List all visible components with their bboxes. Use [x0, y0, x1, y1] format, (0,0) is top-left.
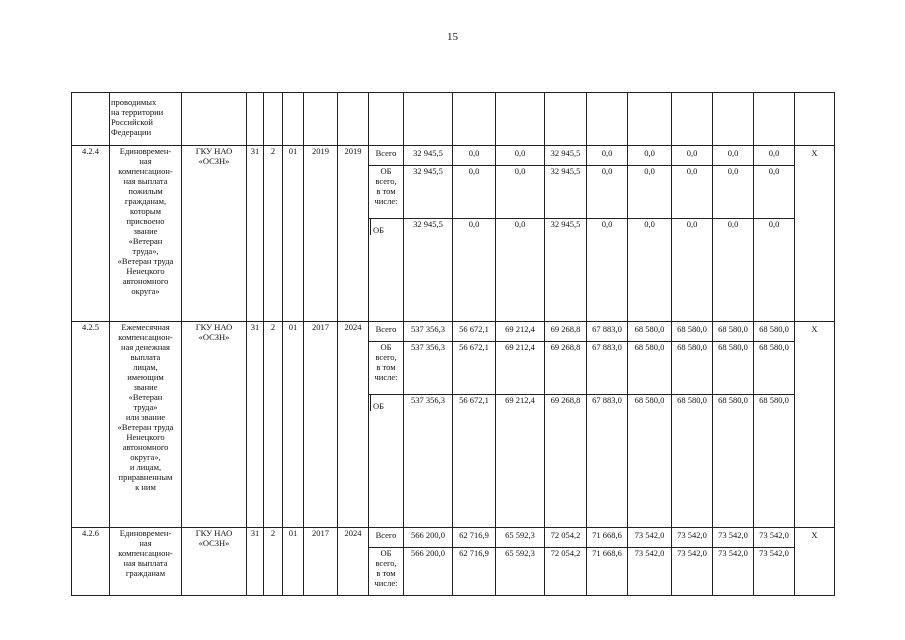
amount-cell: 73 542,0	[628, 528, 672, 548]
amount-cell: 0,0	[453, 146, 496, 166]
amount-cell: 73 542,0	[672, 548, 713, 596]
amount-cell: 68 580,0	[754, 322, 795, 342]
amount-cell: 73 542,0	[754, 528, 795, 548]
amount-cell: 67 883,0	[587, 395, 628, 528]
amount-cell: 73 542,0	[672, 528, 713, 548]
start-year: 2017	[304, 322, 338, 528]
amount-cell: 566 200,0	[404, 548, 453, 596]
amount-cell: 71 668,6	[587, 548, 628, 596]
amount-cell: 73 542,0	[628, 548, 672, 596]
funding-source-label: Всего	[369, 322, 404, 342]
amount-cell: 68 580,0	[672, 322, 713, 342]
end-year: 2019	[338, 146, 369, 322]
code-2: 2	[264, 322, 283, 528]
amount-cell: 0,0	[587, 219, 628, 322]
amount-cell: 0,0	[754, 146, 795, 166]
amount-cell: 0,0	[453, 166, 496, 219]
executor: ГКУ НАО «ОСЗН»	[182, 528, 247, 596]
code-1: 31	[247, 146, 264, 322]
row-number: 4.2.6	[72, 528, 110, 596]
amount-cell: 32 945,5	[545, 219, 587, 322]
end-year: 2024	[338, 322, 369, 528]
amount-cell: 72 054,2	[545, 528, 587, 548]
amount-cell: 566 200,0	[404, 528, 453, 548]
amount-cell: 69 212,4	[496, 395, 545, 528]
measure-description: Ежемесячная компенсацион- ная денежная выплата лицам, имеющим звание «Ветеран труда» или звание «Ветеран труда Ненецкого автономного округа», и лицам, приравненным к ним	[110, 322, 182, 528]
amount-cell: 537 356,3	[404, 342, 453, 395]
start-year: 2019	[304, 146, 338, 322]
end-year: 2024	[338, 528, 369, 596]
code-2: 2	[264, 528, 283, 596]
code-2: 2	[264, 146, 283, 322]
table-row	[72, 146, 835, 166]
funding-source-label: Всего	[369, 146, 404, 166]
continuation-description: проводимых на территории Российской Федерации	[110, 93, 182, 146]
code-1: 31	[247, 322, 264, 528]
amount-cell: 69 268,8	[545, 395, 587, 528]
amount-cell: 68 580,0	[713, 322, 754, 342]
amount-cell: 67 883,0	[587, 322, 628, 342]
amount-cell: 62 716,9	[453, 528, 496, 548]
amount-cell: 0,0	[754, 219, 795, 322]
table-row	[72, 322, 835, 342]
amount-cell: 56 672,1	[453, 342, 496, 395]
amount-cell: 72 054,2	[545, 548, 587, 596]
amount-cell: 0,0	[453, 219, 496, 322]
amount-cell: 0,0	[496, 166, 545, 219]
amount-cell: 68 580,0	[672, 342, 713, 395]
row-number: 4.2.5	[72, 322, 110, 528]
amount-cell: 56 672,1	[453, 322, 496, 342]
amount-cell: 0,0	[672, 219, 713, 322]
amount-cell: 537 356,3	[404, 322, 453, 342]
code-3: 01	[283, 322, 304, 528]
amount-cell: 56 672,1	[453, 395, 496, 528]
amount-cell: 0,0	[628, 146, 672, 166]
code-1: 31	[247, 528, 264, 596]
amount-cell: 69 212,4	[496, 342, 545, 395]
mark-cell: Х	[795, 528, 835, 596]
executor: ГКУ НАО «ОСЗН»	[182, 322, 247, 528]
amount-cell: 0,0	[713, 146, 754, 166]
funding-source-label: ОБ всего, в том числе:	[369, 548, 404, 596]
amount-cell: 0,0	[628, 219, 672, 322]
amount-cell: 68 580,0	[628, 322, 672, 342]
measure-description: Единовремен- ная компенсацион- ная выплата пожилым гражданам, которым присвоено звание «Ветеран труда», «Ветеран труда Ненецкого автономного округа»	[110, 146, 182, 322]
funding-source-label: ОБ	[370, 219, 402, 235]
funding-source-label: ОБ всего, в том числе:	[369, 166, 404, 219]
amount-cell: 62 716,9	[453, 548, 496, 596]
executor: ГКУ НАО «ОСЗН»	[182, 146, 247, 322]
amount-cell: 0,0	[713, 219, 754, 322]
amount-cell: 32 945,5	[404, 219, 453, 322]
code-3: 01	[283, 146, 304, 322]
measure-description: Единовремен- ная компенсацион- ная выплата гражданам	[110, 528, 182, 596]
funding-source-label: ОБ	[370, 395, 402, 411]
amount-cell: 65 592,3	[496, 528, 545, 548]
program-table	[71, 92, 835, 596]
amount-cell: 68 580,0	[672, 395, 713, 528]
amount-cell: 68 580,0	[754, 342, 795, 395]
start-year: 2017	[304, 528, 338, 596]
amount-cell: 73 542,0	[754, 548, 795, 596]
code-3: 01	[283, 528, 304, 596]
amount-cell: 32 945,5	[545, 166, 587, 219]
amount-cell: 0,0	[672, 166, 713, 219]
row-number: 4.2.4	[72, 146, 110, 322]
amount-cell: 68 580,0	[628, 342, 672, 395]
amount-cell: 32 945,5	[545, 146, 587, 166]
funding-source-label: ОБ всего, в том числе:	[369, 342, 404, 395]
amount-cell: 0,0	[587, 146, 628, 166]
amount-cell: 32 945,5	[404, 146, 453, 166]
amount-cell: 0,0	[628, 166, 672, 219]
amount-cell: 0,0	[496, 146, 545, 166]
funding-source-cell	[369, 219, 404, 322]
continuation-row	[72, 93, 835, 146]
amount-cell: 0,0	[713, 166, 754, 219]
amount-cell: 0,0	[754, 166, 795, 219]
mark-cell: Х	[795, 146, 835, 322]
amount-cell: 68 580,0	[628, 395, 672, 528]
amount-cell: 68 580,0	[713, 342, 754, 395]
amount-cell: 65 592,3	[496, 548, 545, 596]
table-row	[72, 528, 835, 548]
funding-source-label: Всего	[369, 528, 404, 548]
amount-cell: 69 268,8	[545, 322, 587, 342]
funding-source-cell	[369, 395, 404, 528]
amount-cell: 537 356,3	[404, 395, 453, 528]
amount-cell: 32 945,5	[404, 166, 453, 219]
amount-cell: 69 268,8	[545, 342, 587, 395]
amount-cell: 71 668,6	[587, 528, 628, 548]
amount-cell: 69 212,4	[496, 322, 545, 342]
mark-cell: Х	[795, 322, 835, 528]
amount-cell: 68 580,0	[754, 395, 795, 528]
page-number: 15	[447, 31, 458, 43]
amount-cell: 68 580,0	[713, 395, 754, 528]
amount-cell: 0,0	[496, 219, 545, 322]
amount-cell: 73 542,0	[713, 548, 754, 596]
amount-cell: 73 542,0	[713, 528, 754, 548]
amount-cell: 67 883,0	[587, 342, 628, 395]
amount-cell: 0,0	[672, 146, 713, 166]
amount-cell: 0,0	[587, 166, 628, 219]
